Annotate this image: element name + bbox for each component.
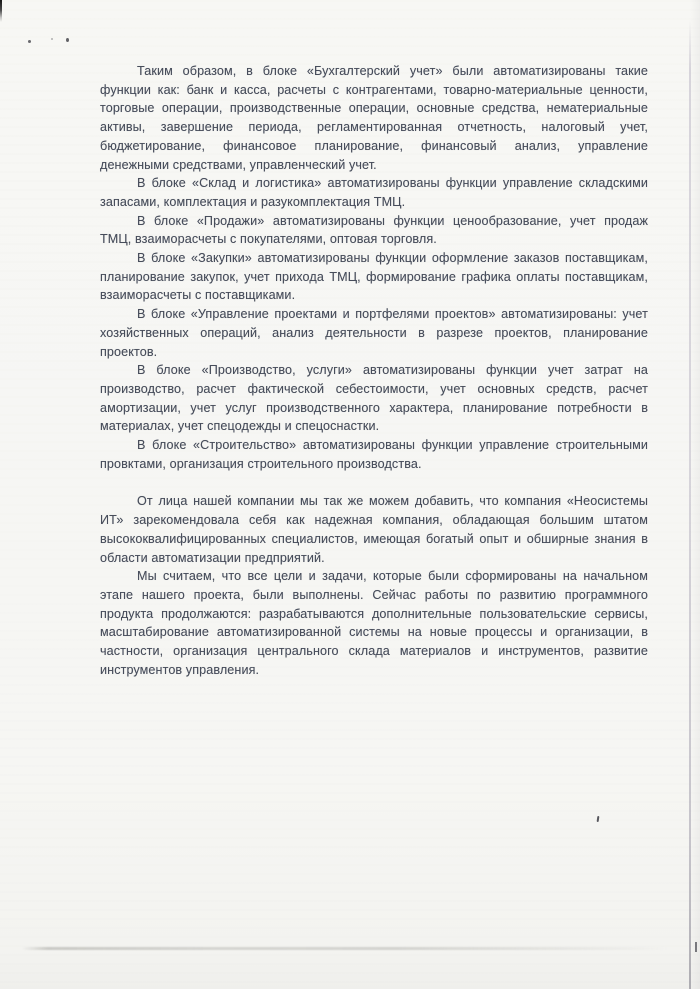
paragraph-purchases-block: В блоке «Закупки» автоматизированы функции оформление заказов поставщикам, планирование закупок, учет прихода ТМЦ, формирование графика оплаты поставщикам, взаиморасчеты с поставщиками. [100,251,648,303]
paragraph-construction-block: В блоке «Строительство» автоматизированы функции управление строительными провктами, организация строительного производства. [100,438,648,471]
scan-speck [597,816,600,822]
scan-speck [66,38,69,42]
scan-speck [51,38,53,40]
scan-edge-artifact-top-left [0,0,2,22]
paragraph-sales-block: В блоке «Продажи» автоматизированы функции ценообразование, учет продаж ТМЦ, взаиморасчеты с покупателями, оптовая торговля. [100,213,648,247]
paragraph-project-results: Мы считаем, что все цели и задачи, которые были сформированы на начальном этапе нашего проекта, были выполнены. Сейчас работы по развитию программного продукта продолжаются: разрабатываются дополнительные пользовательские сервисы, масштабирование автоматизированной системы на новые процессы и организации, в частности, организация центрального склада материалов и инструментов, развитие инструментов управления. [100,569,648,677]
scan-speck [28,40,31,43]
paragraph-company-endorsement: От лица нашей компании мы так же можем добавить, что компания «Неосистемы ИТ» зарекомендовала себя как надежная компания, обладающая большим штатом высококвалифицированных специалистов, имеющая богатый опыт и обширные знания в области автоматизации предприятий. [100,494,648,565]
scan-speck [695,942,697,952]
scan-line-right-edge [689,20,691,989]
paragraph-accounting-block: Таким образом, в блоке «Бухгалтерский учет» были автоматизированы такие функции как: банк и касса, расчеты с контрагентами, товарно-материальные ценности, торговые операции, производственные операции, основные средства, нематериальные активы, завершение периода, регламентированная отчетность, налоговый учет, бюджетирование, финансовое планирование, финансовый анализ, управление денежными средствами, управленческий учет. [100,64,648,172]
paragraph-warehouse-logistics-block: В блоке «Склад и логистика» автоматизированы функции управление складскими запасами, комплектация и разукомплектация ТМЦ. [100,176,648,209]
document-body [100,62,648,680]
paragraph-project-management-block: В блоке «Управление проектами и портфелями проектов» автоматизированы: учет хозяйственных операций, анализ деятельности в разрезе проектов, планирование проектов. [100,307,648,359]
paragraph-production-services-block: В блоке «Производство, услуги» автоматизированы функции учет затрат на производство, расчет фактической себестоимости, учет основных средств, расчет амортизации, учет услуг производственного характера, планирование потребности в материалах, учет спецодежды и спецоснастки. [100,363,648,434]
scan-smudge-bottom [22,947,668,950]
